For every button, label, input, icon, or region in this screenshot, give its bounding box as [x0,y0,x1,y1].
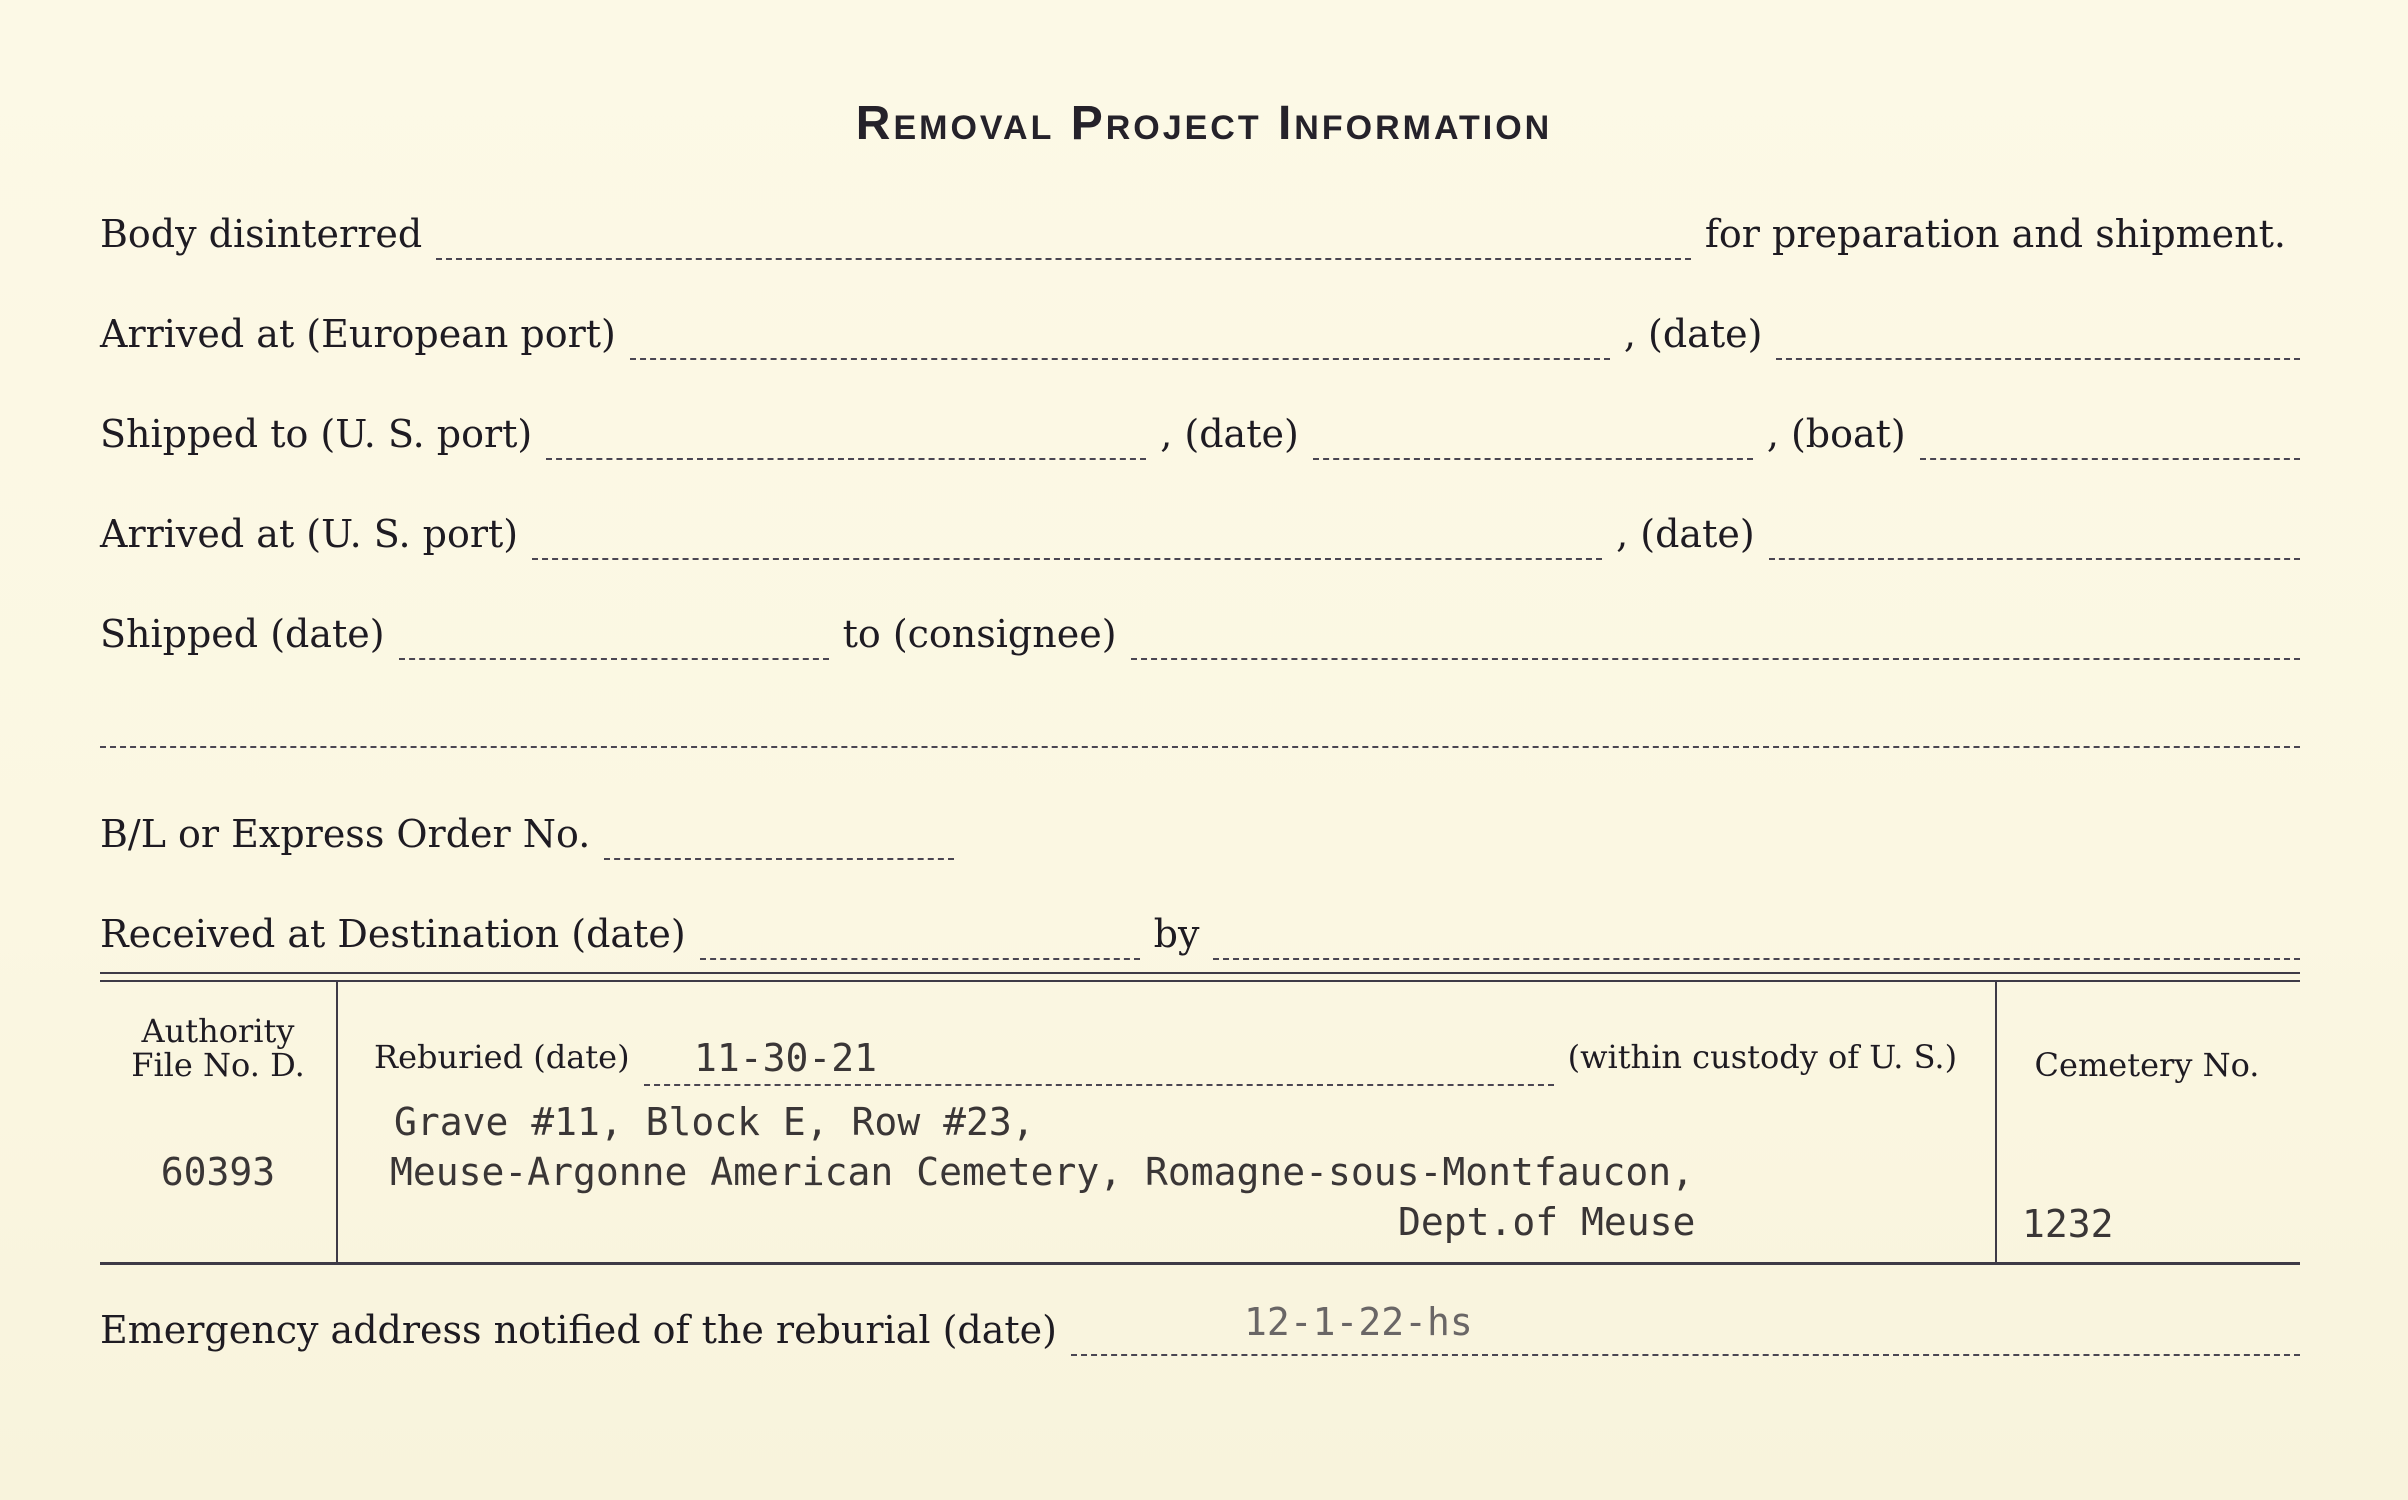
form-title: Removal Project Information [855,97,1553,150]
column-divider-left [336,982,338,1262]
body-disinterred-field [436,258,1691,260]
shipped-us-label: Shipped to (U. S. port) [100,412,533,456]
shipped-date-field [399,658,829,660]
grave-location-line-3: Dept.of Meuse [1398,1200,1696,1244]
authority-label-line-1: Authority [141,1012,295,1050]
section-bottom-rule [100,1262,2300,1265]
received-label: Received at Destination (date) [100,912,686,956]
custody-label: (within custody of U. S.) [1567,1038,1958,1076]
row-emergency [100,1308,2300,1368]
consignee-label: to (consignee) [842,612,1117,656]
grave-location-line-2: Meuse-Argonne American Cemetery, Romagne-sous-Montfaucon, [390,1150,1695,1194]
arrived-european-label: Arrived at (European port) [100,312,616,356]
authority-label [100,1014,336,1082]
row-received [100,912,2300,972]
column-divider-right [1995,982,1997,1262]
cemetery-number-label: Cemetery No. [2034,1046,2260,1084]
arrived-european-date-label: , (date) [1623,312,1763,356]
reburied-label: Reburied (date) [374,1038,630,1076]
reburied-date-field [644,1084,1554,1086]
arrived-us-port-field [532,558,1602,560]
bl-order-field [604,858,954,860]
cemetery-number-value: 1232 [2022,1202,2114,1246]
row-reburied [374,1038,1959,1094]
row-shipped-us [100,412,2300,472]
row-arrived-european [100,312,2300,372]
body-disinterred-label: Body disinterred [100,212,423,256]
received-date-field [700,958,1140,960]
shipped-us-date-label: , (date) [1160,412,1299,456]
shipped-us-boat-field [1920,458,2300,460]
authority-label-line-2: File No. D. [131,1046,305,1084]
arrived-us-label: Arrived at (U. S. port) [100,512,519,556]
body-disinterred-suffix: for preparation and shipment. [1704,212,2286,256]
emergency-date-value: 12-1-22-hs [1244,1300,1473,1344]
emergency-date-field [1071,1354,2300,1356]
shipped-us-date-field [1313,458,1753,460]
row-arrived-us [100,512,2300,572]
consignee-field [1131,658,2300,660]
row-bl-order [100,812,2300,872]
bl-order-label: B/L or Express Order No. [100,812,591,856]
shipped-us-port-field [546,458,1146,460]
consignee-continuation-field [100,746,2300,748]
arrived-european-port-field [630,358,1610,360]
row-body-disinterred [100,212,2300,272]
arrived-us-date-label: , (date) [1616,512,1755,556]
received-by-field [1213,958,2300,960]
emergency-label: Emergency address notified of the reburial (date) [100,1308,1057,1352]
reburied-date-value: 11-30-21 [694,1036,878,1080]
shipped-us-boat-label: , (boat) [1766,412,1906,456]
shipped-date-label: Shipped (date) [100,612,385,656]
grave-location-line-1: Grave #11, Block E, Row #23, [394,1100,1035,1144]
received-by-label: by [1153,912,1200,956]
arrived-us-date-field [1769,558,2300,560]
section-divider [100,972,2300,982]
arrived-european-date-field [1776,358,2300,360]
row-shipped-date [100,612,2300,672]
authority-file-number: 60393 [160,1150,276,1194]
